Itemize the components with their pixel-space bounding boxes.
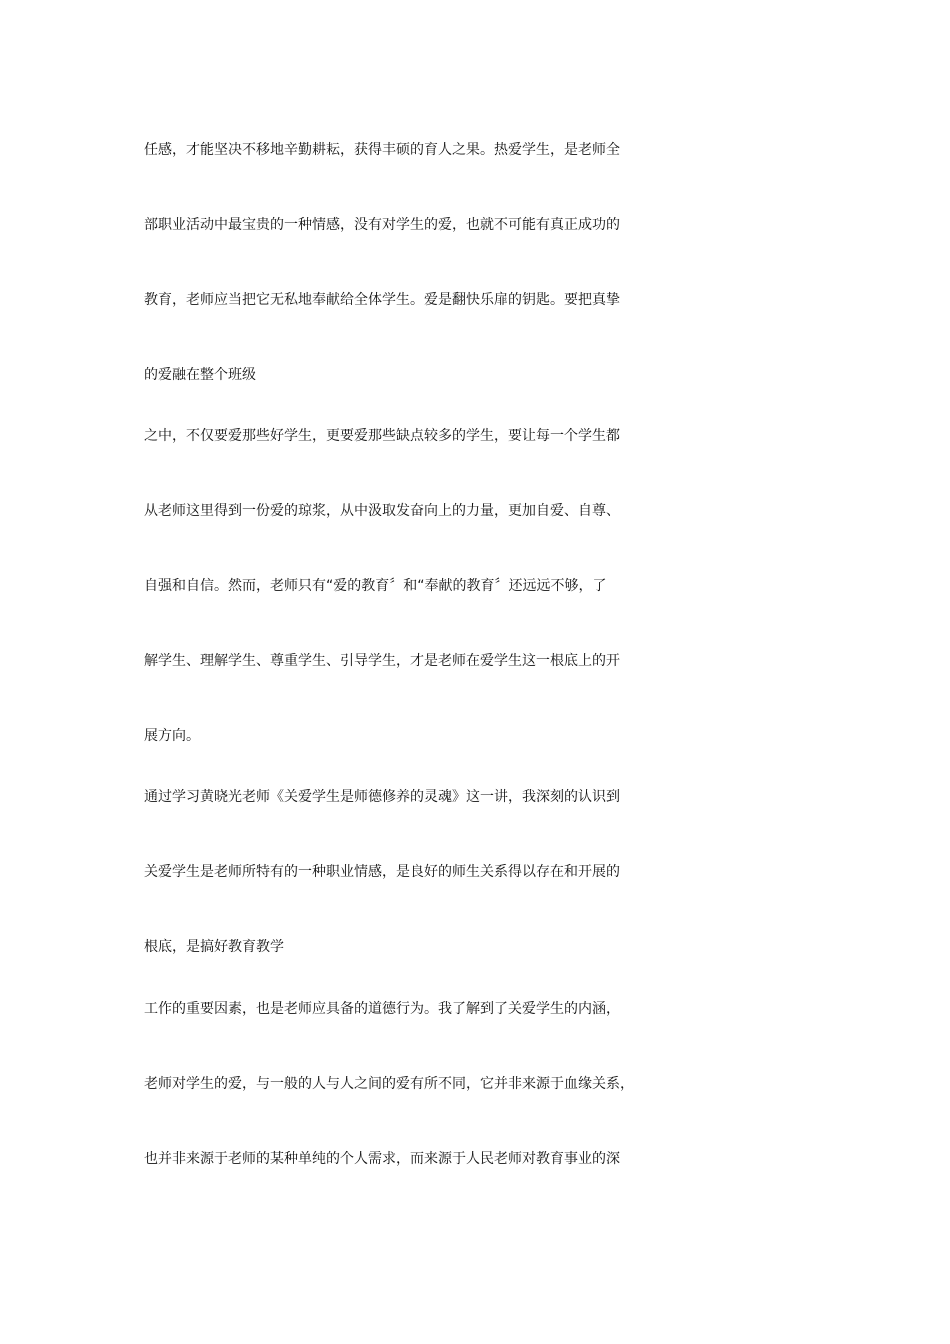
text-line-13: 工作的重要因素，也是老师应具备的道德行为。我了解到了关爱学生的内涵， xyxy=(144,1001,620,1017)
text-line-7: 自强和自信。然而，老师只有“爱的教育〞和“奉献的教育〞还远远不够，了 xyxy=(144,578,607,594)
text-line-8: 解学生、理解学生、尊重学生、引导学生，才是老师在爱学生这一根底上的开 xyxy=(144,653,620,669)
text-line-15: 也并非来源于老师的某种单纯的个人需求，而来源于人民老师对教育事业的深 xyxy=(144,1151,620,1167)
text-line-4: 的爱融在整个班级 xyxy=(144,367,256,383)
text-line-2: 部职业活动中最宝贵的一种情感，没有对学生的爱，也就不可能有真正成功的 xyxy=(144,217,620,233)
text-line-3: 教育，老师应当把它无私地奉献给全体学生。爱是翻快乐扉的钥匙。要把真挚 xyxy=(144,292,620,308)
text-line-11: 关爱学生是老师所特有的一种职业情感，是良好的师生关系得以存在和开展的 xyxy=(144,864,620,880)
text-line-12: 根底，是搞好教育教学 xyxy=(144,939,284,955)
text-line-5: 之中，不仅要爱那些好学生，更要爱那些缺点较多的学生，要让每一个学生都 xyxy=(144,428,620,444)
text-line-9: 展方向。 xyxy=(144,728,200,744)
text-line-14: 老师对学生的爱，与一般的人与人之间的爱有所不同，它并非来源于血缘关系， xyxy=(144,1076,634,1092)
text-line-6: 从老师这里得到一份爱的琼浆，从中汲取发奋向上的力量，更加自爱、自尊、 xyxy=(144,503,620,519)
text-line-1: 任感，才能坚决不移地辛勤耕耘，获得丰硕的育人之果。热爱学生，是老师全 xyxy=(144,142,620,158)
text-line-10: 通过学习黄晓光老师《关爱学生是师德修养的灵魂》这一讲，我深刻的认识到 xyxy=(144,789,620,805)
